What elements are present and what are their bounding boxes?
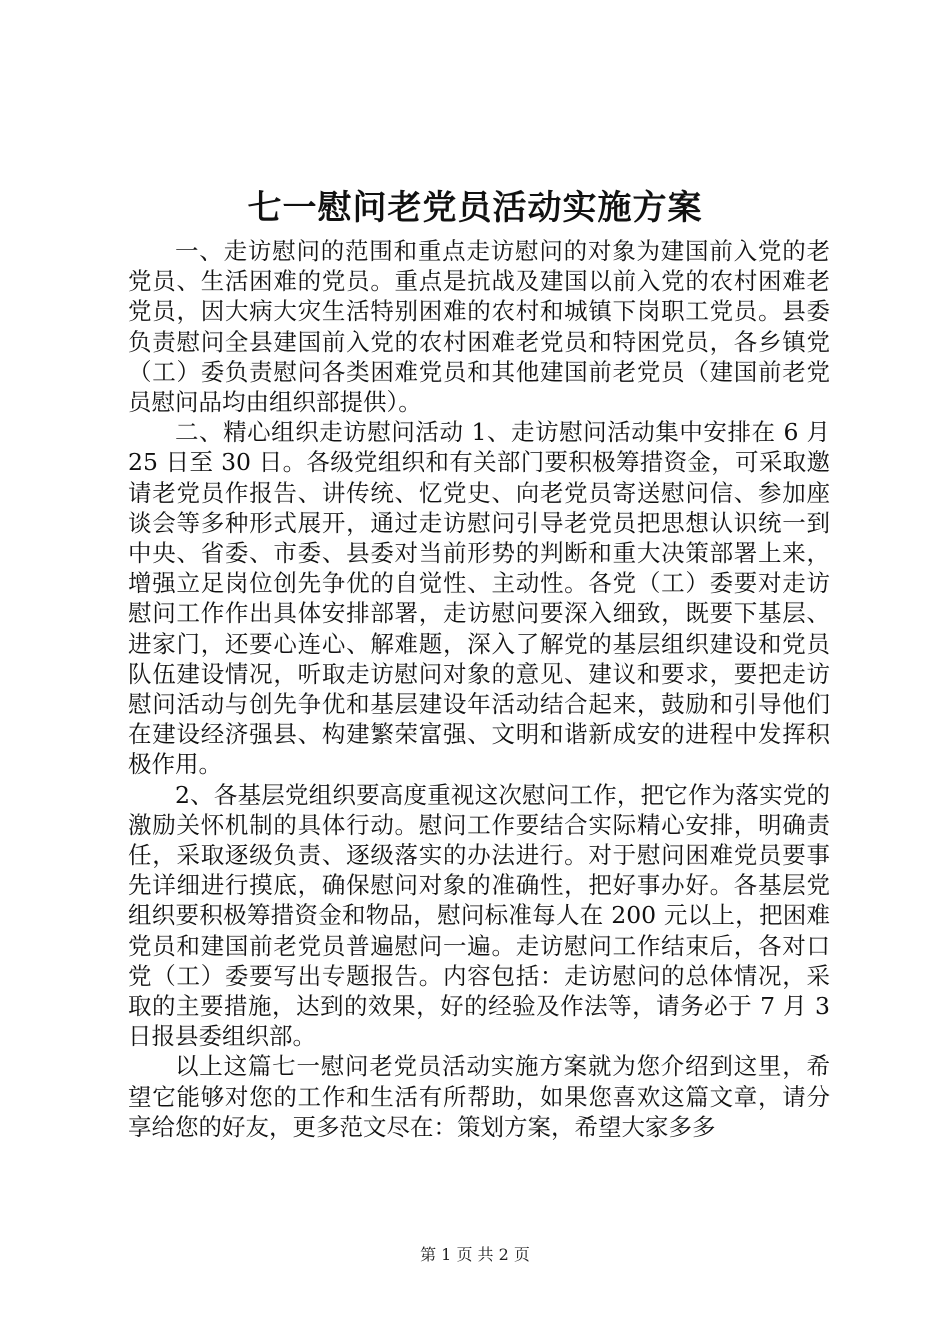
paragraph-4: 以上这篇七一慰问老党员活动实施方案就为您介绍到这里，希望它能够对您的工作和生活有所帮助，如果您喜欢这篇文章，请分享给您的好友，更多范文尽在：策划方案，希望大家多多	[128, 1052, 830, 1141]
paragraph-3: 2、各基层党组织要高度重视这次慰问工作，把它作为落实党的激励关怀机制的具体行动。慰问工作要结合实际精心安排，明确责任，采取逐级负责、逐级落实的办法进行。对于慰问困难党员要事先详细进行摸底，确保慰问对象的准确性，把好事办好。各基层党组织要积极筹措资金和物品，慰问标准每人在 200 元以上，把困难党员和建国前老党员普遍慰问一遍。走访慰问工作结束后，各对口党（工）委要写出专题报告。内容包括：走访慰问的总体情况，采取的主要措施，达到的效果，好的经验及作法等，请务必于 7 月 3 日报县委组织部。	[128, 780, 830, 1051]
paragraph-1: 一、走访慰问的范围和重点走访慰问的对象为建国前入党的老党员、生活困难的党员。重点是抗战及建国以前入党的农村困难老党员，因大病大灾生活特别困难的农村和城镇下岗职工党员。县委负责慰问全县建国前入党的农村困难老党员和特困党员，各乡镇党（工）委负责慰问各类困难党员和其他建国前老党员（建国前老党员慰问品均由组织部提供）。	[128, 237, 830, 417]
paragraph-2: 二、精心组织走访慰问活动 1、走访慰问活动集中安排在 6 月 25 日至 30 日。各级党组织和有关部门要积极筹措资金，可采取邀请老党员作报告、讲传统、忆党史、向老党员寄送慰问信、参加座谈会等多种形式展开，通过走访慰问引导老党员把思想认识统一到中央、省委、市委、县委对当前形势的判断和重大决策部署上来，增强立足岗位创先争优的自觉性、主动性。各党（工）委要对走访慰问工作作出具体安排部署，走访慰问要深入细致，既要下基层、进家门，还要心连心、解难题，深入了解党的基层组织建设和党员队伍建设情况，听取走访慰问对象的意见、建议和要求，要把走访慰问活动与创先争优和基层建设年活动结合起来，鼓励和引导他们在建设经济强县、构建繁荣富强、文明和谐新成安的进程中发挥积极作用。	[128, 418, 830, 779]
document-body	[128, 236, 830, 1142]
document-title: 七一慰问老党员活动实施方案	[247, 188, 703, 228]
page-footer: 第 1 页 共 2 页	[420, 1245, 530, 1264]
